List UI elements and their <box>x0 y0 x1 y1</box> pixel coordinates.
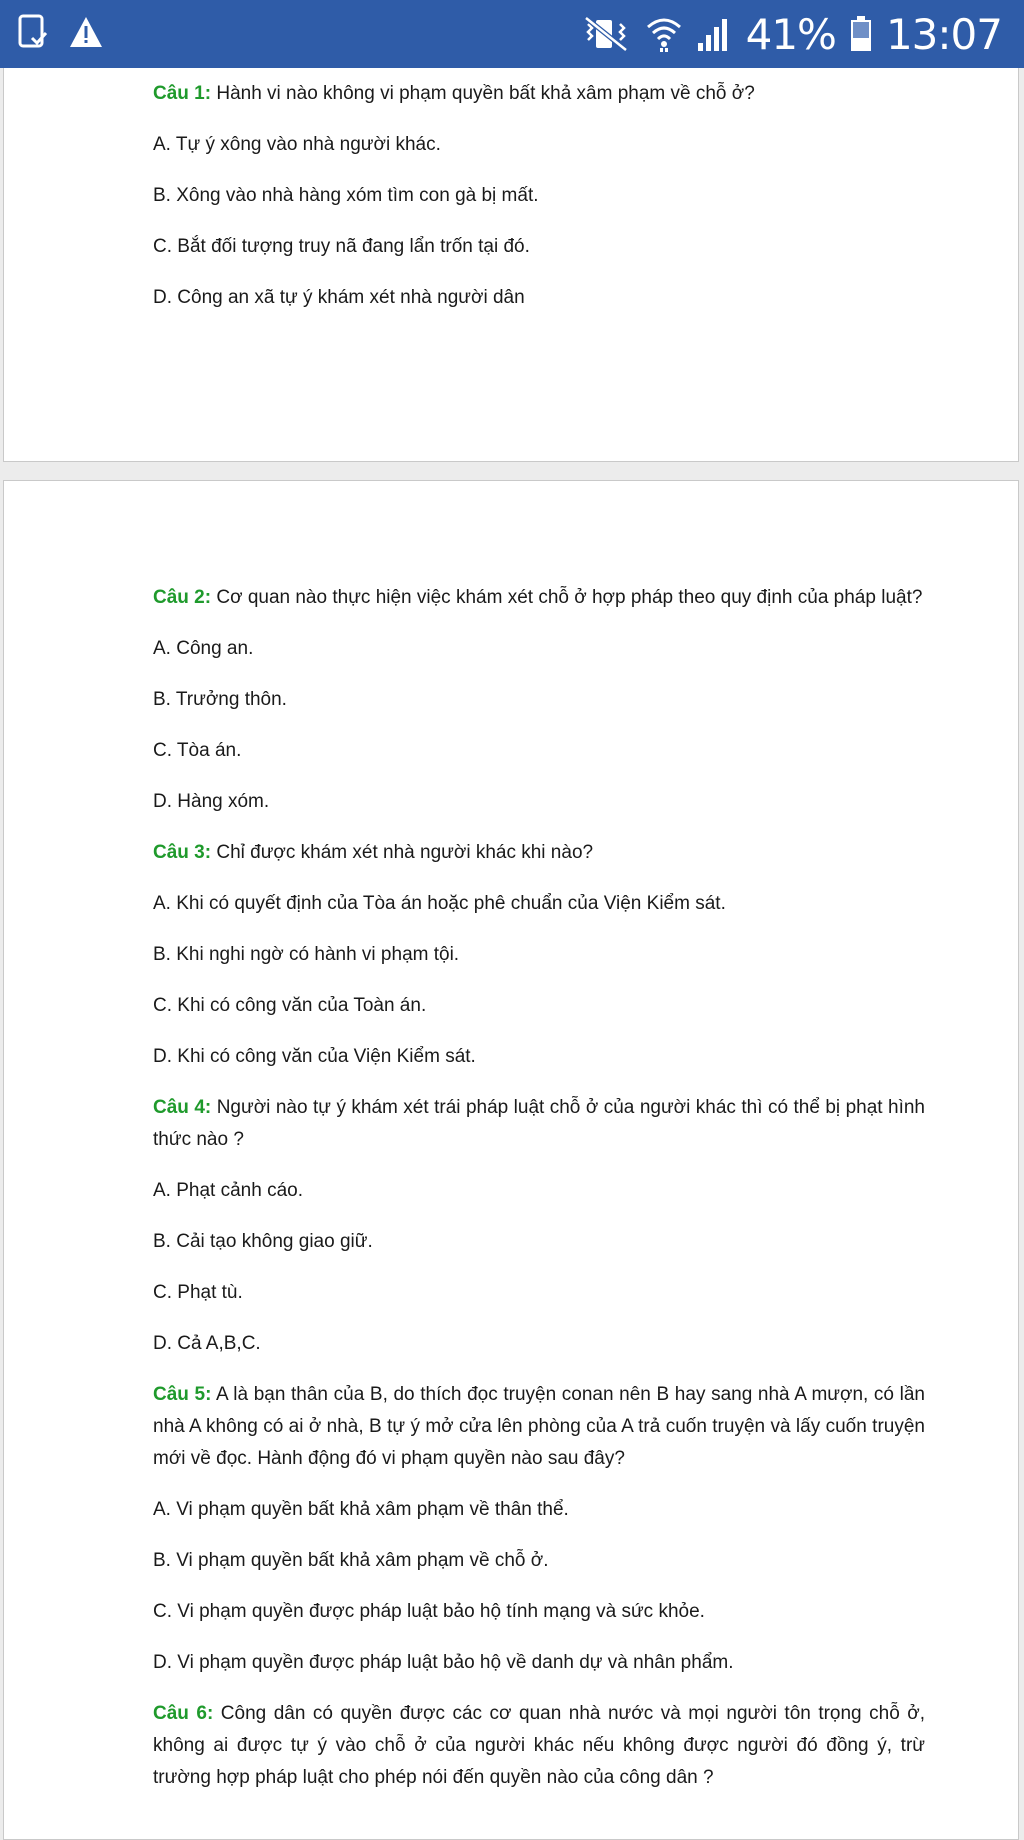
clock: 13:07 <box>885 9 1002 59</box>
option-b: B. Khi nghi ngờ có hành vi phạm tội. <box>153 944 460 965</box>
question-5 <box>153 1379 925 1475</box>
question-label: Câu 4: <box>153 1097 212 1118</box>
document-page-2 <box>3 480 1019 1840</box>
question-6 <box>153 1698 925 1794</box>
option-d: D. Công an xã tự ý khám xét nhà người dân <box>153 287 525 308</box>
question-label: Câu 5: <box>153 1384 212 1405</box>
page-2-content <box>153 582 925 1813</box>
question-2 <box>153 582 925 614</box>
question-label: Câu 3: <box>153 842 212 863</box>
screenshot-icon <box>18 14 48 50</box>
option-b: B. Cải tạo không giao giữ. <box>153 1231 373 1252</box>
question-text: Hành vi nào không vi phạm quyền bất khả xâm phạm về chỗ ở? <box>216 83 755 104</box>
option-a: A. Phạt cảnh cáo. <box>153 1180 303 1201</box>
warning-icon <box>68 15 104 49</box>
option-c: C. Tòa án. <box>153 740 242 761</box>
status-bar <box>0 0 1024 68</box>
page-1-content <box>153 78 925 333</box>
option-c: C. Bắt đối tượng truy nã đang lẩn trốn tại đó. <box>153 236 530 257</box>
option-d: D. Hàng xóm. <box>153 791 270 812</box>
mute-vibrate-icon <box>580 14 632 54</box>
option-a: A. Vi phạm quyền bất khả xâm phạm về thân thể. <box>153 1499 569 1520</box>
question-label: Câu 1: <box>153 83 212 104</box>
option-c: C. Khi có công văn của Toàn án. <box>153 995 427 1016</box>
question-label: Câu 6: <box>153 1703 214 1724</box>
option-b: B. Trưởng thôn. <box>153 689 287 710</box>
option-a: A. Công an. <box>153 638 254 659</box>
option-b: B. Vi phạm quyền bất khả xâm phạm về chỗ ở. <box>153 1550 549 1571</box>
signal-icon <box>696 15 732 53</box>
question-4 <box>153 1092 925 1156</box>
option-a: A. Khi có quyết định của Tòa án hoặc phê chuẩn của Viện Kiểm sát. <box>153 893 726 914</box>
option-d: D. Vi phạm quyền được pháp luật bảo hộ về danh dự và nhân phẩm. <box>153 1652 734 1673</box>
option-d: D. Khi có công văn của Viện Kiểm sát. <box>153 1046 476 1067</box>
option-a: A. Tự ý xông vào nhà người khác. <box>153 134 441 155</box>
question-3 <box>153 837 925 869</box>
question-label: Câu 2: <box>153 587 212 608</box>
document-page-1 <box>3 68 1019 462</box>
option-c: C. Vi phạm quyền được pháp luật bảo hộ tính mạng và sức khỏe. <box>153 1601 705 1622</box>
wifi-icon <box>646 15 682 53</box>
question-text: A là bạn thân của B, do thích đọc truyện conan nên B hay sang nhà A mượn, có lần nhà A không có ai ở nhà, B tự ý mở cửa lên phòng của A trả cuốn truyện và lấy cuốn truyện mới về đọc. Hành động đó vi phạm quyền nào sau đây? <box>153 1384 925 1469</box>
option-c: C. Phạt tù. <box>153 1282 243 1303</box>
question-text: Công dân có quyền được các cơ quan nhà nước và mọi người tôn trọng chỗ ở, không ai được tự ý vào chỗ ở của người khác nếu không được người đó đồng ý, trừ trường hợp pháp luật cho phép nói đến quyền nào của công dân ? <box>153 1703 925 1788</box>
battery-icon <box>850 16 872 52</box>
option-d: D. Cả A,B,C. <box>153 1333 261 1354</box>
question-text: Người nào tự ý khám xét trái pháp luật chỗ ở của người khác thì có thể bị phạt hình thức nào ? <box>153 1097 925 1150</box>
question-text: Chỉ được khám xét nhà người khác khi nào? <box>216 842 594 863</box>
question-1 <box>153 78 925 110</box>
question-text: Cơ quan nào thực hiện việc khám xét chỗ ở hợp pháp theo quy định của pháp luật? <box>216 587 923 608</box>
battery-percent: 41% <box>745 9 836 59</box>
option-b: B. Xông vào nhà hàng xóm tìm con gà bị mất. <box>153 185 539 206</box>
